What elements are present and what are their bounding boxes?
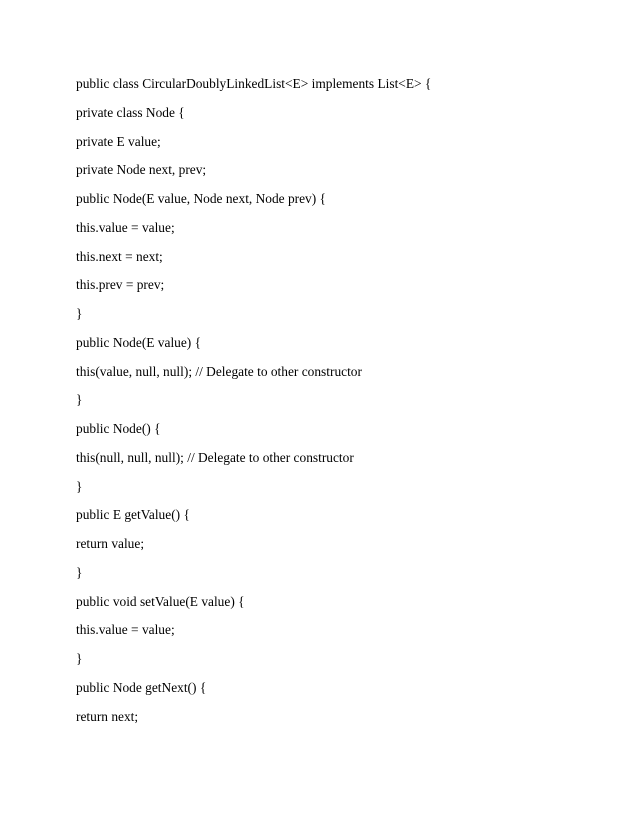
code-line: public E getValue() { — [76, 507, 190, 523]
code-line: this.value = value; — [76, 622, 175, 638]
code-line: } — [76, 392, 83, 408]
code-line: public void setValue(E value) { — [76, 593, 245, 609]
code-line: this(null, null, null); // Delegate to other constructor — [76, 449, 354, 465]
code-line: private class Node { — [76, 104, 185, 120]
code-line: private Node next, prev; — [76, 162, 207, 178]
code-line: this.prev = prev; — [76, 277, 165, 293]
code-line: private E value; — [76, 133, 161, 149]
code-line: } — [76, 478, 83, 494]
code-line: } — [76, 651, 83, 666]
code-line: return value; — [76, 536, 145, 551]
code-line: public class CircularDoublyLinkedList<E> implements List<E> { — [76, 76, 432, 91]
code-line: return next; — [76, 708, 139, 724]
code-line: public Node(E value) { — [76, 334, 202, 350]
code-line: this.next = next; — [76, 248, 163, 264]
code-line: public Node() { — [76, 421, 161, 436]
code-line: } — [76, 306, 83, 321]
code-line: this(value, null, null); // Delegate to other constructor — [76, 363, 362, 379]
code-line: public Node(E value, Node next, Node prev) { — [76, 191, 326, 206]
code-line: } — [76, 564, 83, 580]
code-line: public Node getNext() { — [76, 679, 207, 695]
code-line: this.value = value; — [76, 219, 175, 235]
code-listing — [76, 70, 431, 731]
